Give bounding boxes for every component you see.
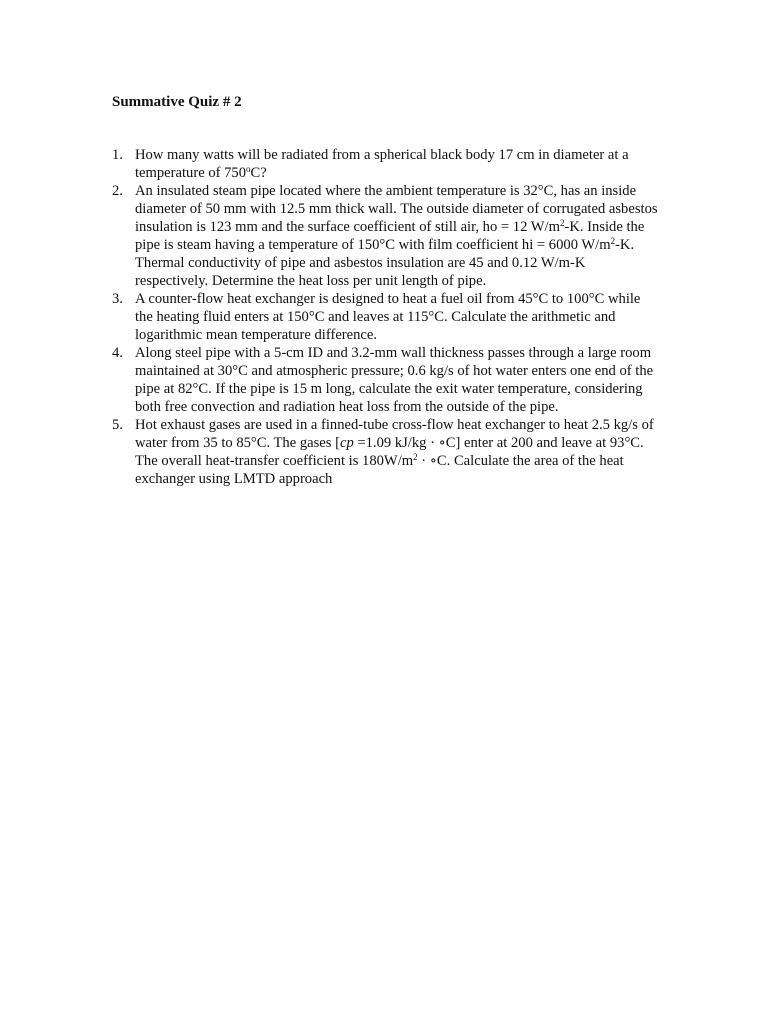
question-item xyxy=(112,182,672,290)
question-number: 2. xyxy=(112,183,123,199)
page-title: Summative Quiz # 2 xyxy=(112,94,242,110)
question-text-line: both free convection and radiation heat loss from the outside of the pipe. xyxy=(135,399,559,415)
question-text-line: respectively. Determine the heat loss per unit length of pipe. xyxy=(135,273,487,289)
question-text-line: maintained at 30°C and atmospheric pressure; 0.6 kg/s of hot water enters one end of the xyxy=(135,363,654,379)
question-text-line: An insulated steam pipe located where the ambient temperature is 32°C, has an inside xyxy=(135,183,637,199)
superscript: 2 xyxy=(559,218,565,228)
question-text-line: pipe is steam having a temperature of 150°C with film coefficient hi = 6000 $W/m^2-K$. xyxy=(135,236,635,253)
question-text-line: Thermal conductivity of pipe and asbestos insulation are 45 and 0.12 W/m-K xyxy=(135,255,586,271)
question-number: 3. xyxy=(112,291,123,307)
question-item xyxy=(112,344,672,416)
question-text-line: A counter-flow heat exchanger is designed to heat a fuel oil from 45°C to 100°C while xyxy=(135,291,641,307)
question-text-line: Along steel pipe with a 5-cm ID and 3.2-mm wall thickness passes through a large room xyxy=(135,345,652,361)
superscript: 2 xyxy=(610,236,616,246)
question-number: 4. xyxy=(112,345,123,361)
question-text-line: logarithmic mean temperature difference. xyxy=(135,327,378,343)
italic-symbol: cp xyxy=(339,435,354,451)
question-text-line: exchanger using LMTD approach xyxy=(135,471,333,487)
superscript: o xyxy=(246,164,251,174)
question-text-line: The overall heat-transfer coefficient is $180W/m^2$ · ∘C. Calculate the area of the heat xyxy=(135,452,624,469)
question-item xyxy=(112,146,672,182)
question-number: 1. xyxy=(112,147,123,163)
question-text-line: diameter of 50 mm with 12.5 mm thick wall. The outside diameter of corrugated asbestos xyxy=(135,201,658,217)
question-list xyxy=(112,146,672,488)
question-item xyxy=(112,416,672,488)
question-text-line: pipe at 82°C. If the pipe is 15 m long, calculate the exit water temperature, considering xyxy=(135,381,643,397)
question-text-line: temperature of 750$^o$C? xyxy=(135,164,267,181)
question-text-line: the heating fluid enters at 150°C and leaves at 115°C. Calculate the arithmetic and xyxy=(135,309,616,325)
question-number: 5. xyxy=(112,417,123,433)
question-text-line: water from 35 to 85°C. The gases [cp =1.09 kJ/kg · ∘C] enter at 200 and leave at 93°C. xyxy=(135,435,644,451)
question-text-line: How many watts will be radiated from a spherical black body 17 cm in diameter at a xyxy=(135,147,629,163)
question-text-line: insulation is 123 mm and the surface coefficient of still air, ho = 12 $W/m^2-K$. Inside the xyxy=(135,218,645,235)
question-item xyxy=(112,290,672,344)
superscript: 2 xyxy=(413,452,418,462)
question-text-line: Hot exhaust gases are used in a finned-tube cross-flow heat exchanger to heat 2.5 kg/s of xyxy=(135,417,654,433)
